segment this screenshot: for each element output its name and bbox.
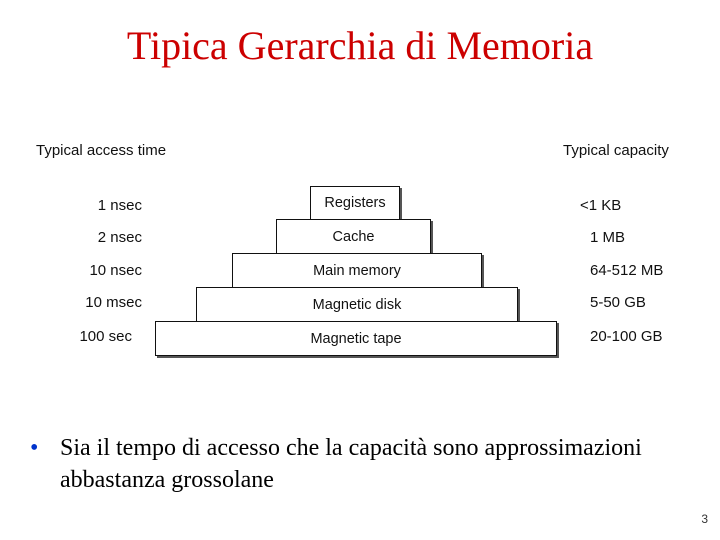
level-cache: Cache <box>276 219 431 254</box>
level-main-memory: Main memory <box>232 253 482 288</box>
access-time-main-memory: 10 nsec <box>89 262 142 279</box>
slide-title: Tipica Gerarchia di Memoria <box>126 23 594 68</box>
capacity-cache: 1 MB <box>590 229 626 246</box>
level-registers: Registers <box>310 186 400 220</box>
level-magnetic-tape: Magnetic tape <box>155 321 557 356</box>
capacity-registers: <1 KB <box>580 197 622 214</box>
page-number: 3 <box>701 512 708 526</box>
access-time-heading: Typical access time <box>36 142 167 159</box>
access-time-cache: 2 nsec <box>97 229 142 246</box>
access-time-magnetic-tape: 100 sec <box>79 328 132 345</box>
bullet-text: Sia il tempo di accesso che la capacità sono approssimazioni abbastanza grossolane <box>60 435 642 493</box>
access-time-registers: 1 nsec <box>97 197 142 214</box>
access-time-magnetic-disk: 10 msec <box>85 294 142 311</box>
bullet-marker: • <box>30 435 39 461</box>
capacity-magnetic-tape: 20-100 GB <box>590 328 663 345</box>
capacity-magnetic-disk: 5-50 GB <box>590 294 646 311</box>
capacity-main-memory: 64-512 MB <box>590 262 664 279</box>
capacity-heading: Typical capacity <box>563 142 669 159</box>
level-magnetic-disk: Magnetic disk <box>196 287 518 322</box>
